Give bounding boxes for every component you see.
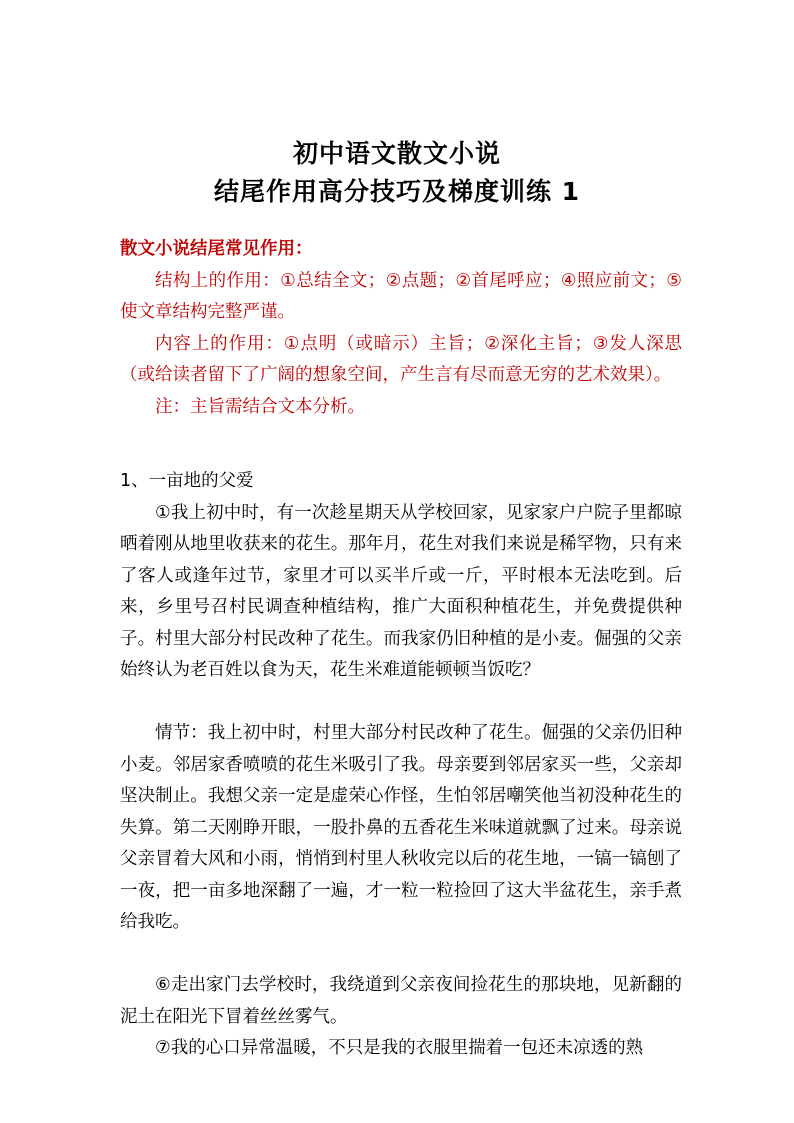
plot-summary: 情节：我上初中时，村里大部分村民改种了花生。倔强的父亲仍旧种小麦。邻居家香喷喷的花生米吸引了我。母亲要到邻居家买一些，父亲却坚决制止。我想父亲一定是虚荣心作怪，生怕邻居嘲笑他当初没种花生的失算。第二天刚睁开眼，一股扑鼻的五香花生米味道就飘了过来。母亲说父亲冒着大风和小雨，悄悄到村里人秋收完以后的花生地，一镐一镐刨了一夜，把一亩多地深翻了一遍，才一粒一粒捡回了这大半盆花生，亲手煮给我吃。 <box>120 723 682 932</box>
structure-note: 结构上的作用：①总结全文；②点题；②首尾呼应；④照应前文；⑤使文章结构完整严谨。 <box>120 270 682 322</box>
document-title-line2: 结尾作用高分技巧及梯度训练 1 <box>213 177 581 206</box>
document-title-line1: 初中语文散文小说 <box>292 139 501 168</box>
passage-paragraph-1: ①我上初中时，有一次趁星期天从学校回家，见家家户户院子里都晾晒着刚从地里收获来的花生。那年月，花生对我们来说是稀罕物，只有来了客人或逢年过节，家里才可以买半斤或一斤，平时根本无法吃到。后来，乡里号召村民调查种植结构，推广大面积种植花生，并免费提供种子。村里大部分村民改种了花生。而我家仍旧种植的是小麦。倔强的父亲始终认为老百姓以食为天，花生米难道能顿顿当饭吃？ <box>120 502 682 680</box>
content-note-label: 内容上的作用： <box>155 333 284 354</box>
notes-section <box>120 234 682 423</box>
paragraph-gap <box>120 687 682 719</box>
passage-section <box>120 466 682 1065</box>
analysis-note: 注：主旨需结合文本分析。 <box>155 396 365 417</box>
passage-paragraph-6: ⑥走出家门去学校时，我绕道到父亲夜间捡花生的那块地，见新翻的泥土在阳光下冒着丝丝雾气。 <box>120 975 682 1027</box>
passage-heading: 1、一亩地的父爱 <box>120 471 254 491</box>
passage-paragraph-7: ⑦我的心口异常温暖，不只是我的衣服里揣着一包还未凉透的熟 <box>155 1038 644 1058</box>
content-note-body: ①点明（或暗示）主旨；②深化主旨；③发人深思（或给读者留下了广阔的想象空间，产生言有尽而意无穷的艺术效果）。 <box>120 333 682 385</box>
content-note <box>120 329 682 392</box>
notes-heading: 散文小说结尾常见作用： <box>120 239 313 259</box>
paragraph-gap <box>120 939 682 971</box>
